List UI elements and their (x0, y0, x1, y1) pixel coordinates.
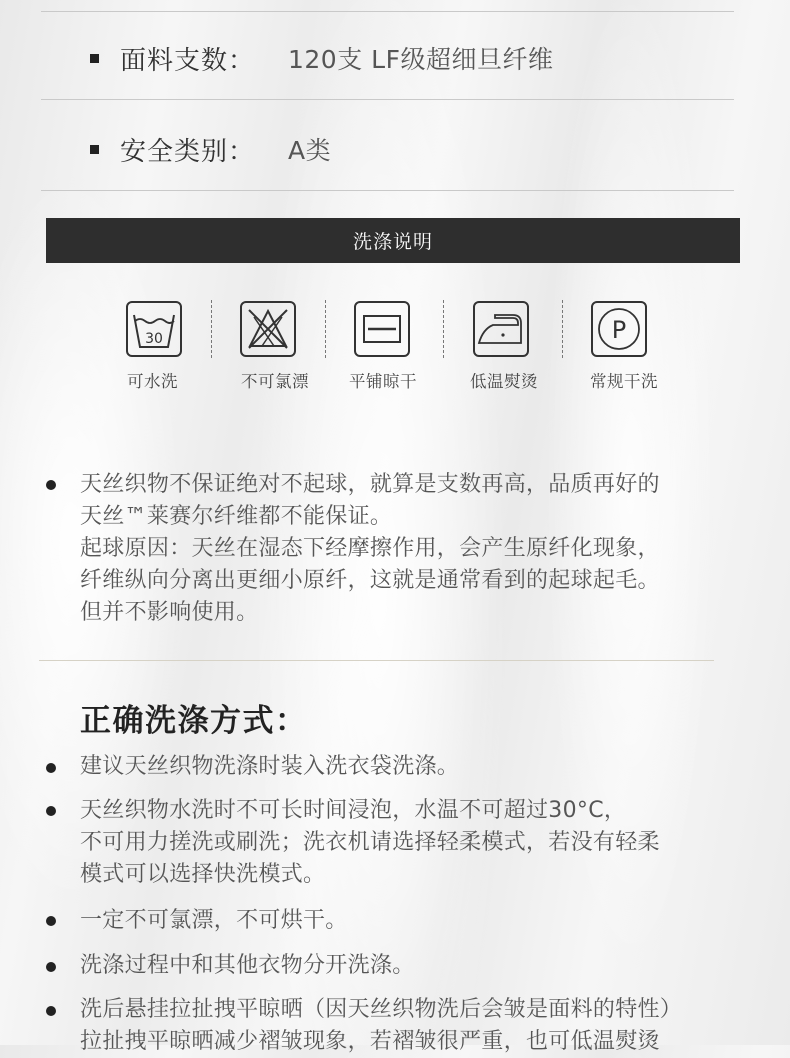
bullet-dot (46, 962, 56, 972)
method-line: 一定不可氯漂，不可烘干。 (80, 908, 348, 933)
method-item (80, 795, 660, 891)
bullet-dot (46, 1006, 56, 1016)
spec-label: 安全类别： (120, 136, 256, 167)
separator (325, 300, 326, 358)
divider (39, 660, 714, 661)
method-line: 拉扯拽平晾晒减少褶皱现象，若褶皱很严重，也可低温熨烫 (80, 1029, 660, 1054)
bullet-dot (46, 916, 56, 926)
divider (41, 190, 734, 191)
method-item (80, 950, 415, 982)
spec-value: A类 (288, 136, 332, 165)
square-bullet-icon (90, 54, 99, 63)
pilling-note-line: 但并不影响使用。 (80, 600, 259, 625)
wash-instructions-header: 洗涤说明 (46, 218, 740, 263)
wash-temp-badge: 30 (145, 331, 163, 347)
iron-low-icon (473, 301, 529, 357)
method-line: 洗涤过程中和其他衣物分开洗涤。 (80, 953, 415, 978)
separator (443, 300, 444, 358)
method-line: 建议天丝织物洗涤时装入洗衣袋洗涤。 (80, 754, 460, 779)
method-line: 模式可以选择快洗模式。 (80, 862, 326, 887)
pilling-note-line: 起球原因：天丝在湿态下经摩擦作用，会产生原纤化现象， (80, 536, 660, 561)
spec-row-fabric-count (90, 38, 554, 78)
separator (211, 300, 212, 358)
pilling-note (80, 469, 660, 629)
wash-30-icon (126, 301, 182, 357)
care-label-dry-flat: 平铺晾干 (349, 372, 417, 391)
pilling-note-line: 天丝织物不保证绝对不起球，就算是支数再高，品质再好的 (80, 472, 660, 497)
care-label-iron-low: 低温熨烫 (470, 372, 538, 391)
square-bullet-icon (90, 145, 99, 154)
care-label-washable: 可水洗 (127, 372, 178, 391)
bullet-dot (46, 480, 56, 490)
no-bleach-icon (240, 301, 296, 357)
care-label-no-bleach: 不可氯漂 (241, 372, 309, 391)
spec-label: 面料支数： (120, 45, 256, 76)
dry-flat-icon (354, 301, 410, 357)
washing-method-heading: 正确洗涤方式： (80, 703, 308, 739)
dry-clean-badge: P (611, 316, 627, 344)
spec-value: 120支 LF级超细旦纤维 (288, 45, 554, 74)
bullet-dot (46, 806, 56, 816)
divider (41, 99, 734, 100)
bullet-dot (46, 763, 56, 773)
method-line: 天丝织物水洗时不可长时间浸泡，水温不可超过30°C， (80, 798, 627, 823)
dry-clean-p-icon (591, 301, 647, 357)
method-item (80, 905, 348, 937)
pilling-note-line: 天丝™莱赛尔纤维都不能保证。 (80, 504, 393, 529)
method-item (80, 994, 682, 1058)
method-item (80, 751, 459, 783)
separator (562, 300, 563, 358)
care-label-dry-clean: 常规干洗 (590, 372, 658, 391)
spec-row-safety-class (90, 129, 332, 169)
pilling-note-line: 纤维纵向分离出更细小原纤，这就是通常看到的起球起毛。 (80, 568, 660, 593)
method-line: 不可用力搓洗或刷洗；洗衣机请选择轻柔模式，若没有轻柔 (80, 830, 660, 855)
divider-top (41, 11, 734, 12)
method-line: 洗后悬挂拉扯拽平晾晒（因天丝织物洗后会皱是面料的特性） (80, 997, 683, 1022)
